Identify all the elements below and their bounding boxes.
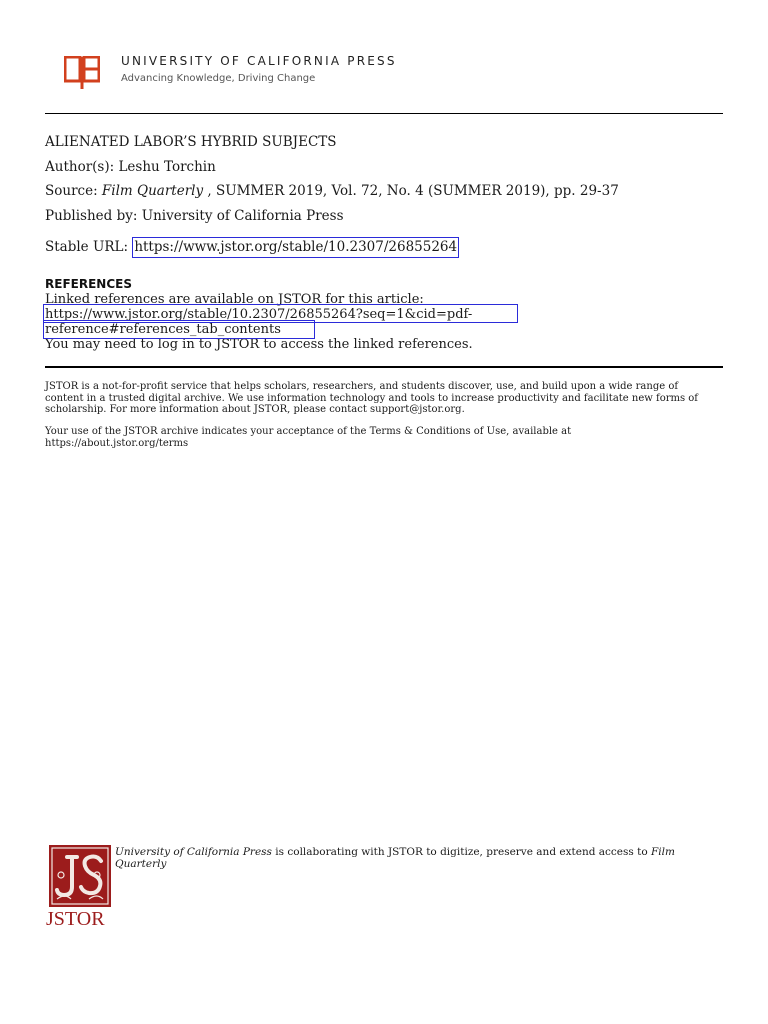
jstor-seal-icon (49, 845, 111, 907)
stable-url-label: Stable URL: (45, 239, 133, 255)
collab-journal: Film Quarterly (115, 846, 675, 870)
references-link-line-2[interactable]: reference#references_tab_contents (45, 322, 281, 337)
publisher-value: University of California Press (141, 208, 344, 224)
author-name: Leshu Torchin (118, 159, 216, 175)
references-heading: REFERENCES (45, 277, 132, 291)
publisher-tagline: Advancing Knowledge, Driving Change (121, 73, 316, 84)
references-login-note: You may need to log in to JSTOR to access the linked references. (45, 337, 473, 352)
references-link-line-1[interactable]: https://www.jstor.org/stable/10.2307/26855264?seq=1&cid=pdf- (45, 307, 473, 322)
publisher-name: UNIVERSITY OF CALIFORNIA PRESS (121, 54, 397, 68)
collab-publisher: University of California Press (115, 846, 272, 858)
terms-of-use: Your use of the JSTOR archive indicates your acceptance of the Terms & Conditions of Use, available at https://about.jstor.org/terms (45, 426, 572, 449)
stable-url-link[interactable]: https://www.jstor.org/stable/10.2307/26855264 (132, 237, 459, 258)
jstor-description: JSTOR is a not-for-profit service that helps scholars, researchers, and students discover, use, and build upon a wide range of content in a trusted digital archive. We use information technology and tools to increase productivity and facilitate new forms of scholarship. For more information about JSTOR, please contact support@jstor.org. (45, 381, 699, 415)
source-journal: Film Quarterly (101, 183, 204, 199)
terms-divider (45, 366, 723, 368)
article-title: ALIENATED LABOR’S HYBRID SUBJECTS (45, 134, 337, 150)
author-label: Author(s): (45, 159, 119, 175)
references-intro: Linked references are available on JSTOR for this article: (45, 292, 424, 307)
references-link-box-2 (43, 320, 315, 339)
publisher-label: Published by: (45, 208, 142, 224)
article-publisher (45, 208, 344, 224)
ucp-logo-icon (64, 56, 100, 90)
collab-text: is collaborating with JSTOR to digitize, preserve and extend access to (271, 846, 651, 858)
article-source (45, 183, 619, 199)
jstor-wordmark: JSTOR (46, 908, 105, 930)
stable-url-row (45, 237, 459, 258)
collaboration-note (115, 847, 685, 870)
article-author (45, 159, 216, 175)
header-divider (45, 113, 723, 114)
source-detail: , SUMMER 2019, Vol. 72, No. 4 (SUMMER 2019), pp. 29-37 (203, 183, 619, 199)
source-label: Source: (45, 183, 102, 199)
